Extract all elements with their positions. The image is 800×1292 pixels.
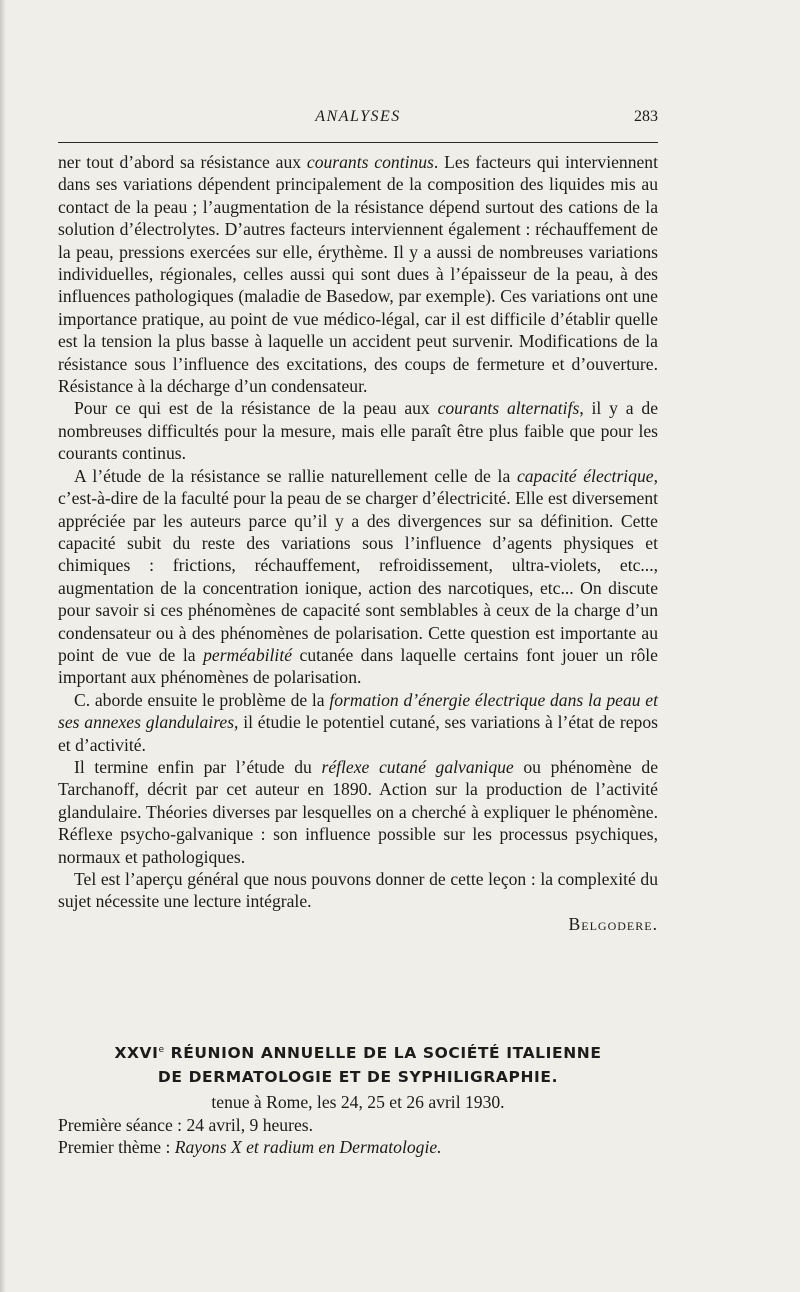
running-header: [58, 108, 658, 130]
text-run: , il étudie le potentiel cutané, ses variations à l’état de repos et d’activité.: [58, 712, 658, 755]
first-theme: [58, 1136, 658, 1158]
meeting-venue: tenue à Rome, les 24, 25 et 26 avril 1930.: [211, 1092, 505, 1113]
paragraph: [58, 397, 658, 464]
section-heading-line-1: [58, 1038, 658, 1065]
meeting-section: [58, 1038, 658, 1158]
italic-term: courants continus: [306, 152, 434, 172]
text-run: . Les facteurs qui interviennent dans ses variations dépendent principalement de la composition des liquides mis au contact de la peau ; l’augmentation de la résistance dépend surtout des cations de la solution d’électrolytes. D’autres facteurs interviennent également : réchauffement de la peau, pressions exercées sur elle, érythème. Il y a aussi de nombreuses variations individuelles, régionales, celles aussi qui sont dues à l’épaisseur de la peau, à des influences pathologiques (maladie de Basedow, par exemple). Ces variations ont une importance pratique, au point de vue médico-légal, car il est difficile d’établir quelle est la tension la plus basse à laquelle un accident peut survenir. Modifications de la résistance sous l’influence des excitations, des coups de fermeture et d’ouverture. Résistance à la décharge d’un condensateur.: [58, 152, 658, 397]
running-title: ANALYSES: [315, 108, 401, 125]
italic-term: réflexe cutané galvanique: [321, 756, 514, 777]
page-binding-edge: [0, 0, 6, 1292]
italic-term: courants alternatifs: [437, 398, 580, 419]
text-run: ner tout d’abord sa résistance aux: [58, 152, 307, 172]
heading-ordinal: XXVI: [114, 1044, 159, 1063]
paragraph: [58, 151, 658, 397]
italic-term: capacité électrique: [516, 465, 654, 486]
paragraph: [58, 465, 658, 689]
text-run: , c’est-à-dire de la faculté pour la peau de se charger d’électricité. Elle est diversement appréciée par les auteurs parce qu’il y a des divergences sur sa définition. Cette capacité subit du reste des variations sous l’influence d’agents physiques et chimiques : frictions, réchauffement, refroidissement, ultra-violets, etc..., augmentation de la concentration ionique, action des narcotiques, etc... On discute pour savoir si ces phénomènes de capacité sont semblables à ceux de la charge d’un condensateur ou à des phénomènes de polarisation. Cette question est importante au point de vue de la: [58, 465, 658, 665]
theme-title: Rayons X et radium en Dermatologie.: [174, 1136, 442, 1157]
heading-ordinal-suffix: e: [158, 1045, 165, 1055]
text-run: C. aborde ensuite le problème de la: [74, 689, 330, 710]
text-run: ou phénomène de Tarchanoff, décrit par cet auteur en 1890. Action sur la production de l’activité glandulaire. Théories diverses par lesquelles on a cherché à expliquer le phénomène. Réflexe psycho-galvanique : son influence possible sur les processus psychiques, normaux et pathologiques.: [58, 756, 658, 867]
paragraph: [58, 689, 658, 756]
paragraph: [58, 868, 658, 913]
article-body: [58, 151, 658, 935]
text-run: , il y a de nombreuses difficultés pour la mesure, mais elle paraît être plus faible que pour les courants continus.: [58, 398, 659, 464]
text-run: cutanée dans laquelle certains font jouer un rôle important aux phénomènes de polarisation.: [58, 644, 658, 688]
section-heading-line-2: DE DERMATOLOGIE ET DE SYPHILIGRAPHIE.: [157, 1068, 559, 1087]
italic-term: perméabilité: [203, 644, 293, 665]
signature: Belgodere.: [568, 913, 658, 934]
italic-term: formation d’énergie électrique dans la peau et ses annexes glandulaires: [58, 689, 658, 733]
text-run: Il termine enfin par l’étude du: [74, 756, 322, 777]
text-run: A l’étude de la résistance se rallie naturellement celle de la: [74, 465, 517, 486]
text-run: Pour ce qui est de la résistance de la peau aux: [74, 398, 438, 419]
text-run: Tel est l’aperçu général que nous pouvons donner de cette leçon : la complexité du sujet nécessite une lecture intégrale.: [58, 869, 658, 912]
theme-label: Premier thème :: [58, 1136, 175, 1157]
header-rule: [58, 142, 658, 143]
first-session: Première séance : 24 avril, 9 heures.: [58, 1114, 314, 1135]
heading-line-1-text: RÉUNION ANNUELLE DE LA SOCIÉTÉ ITALIENNE: [164, 1044, 602, 1063]
page-number: 283: [634, 108, 658, 125]
paragraph: [58, 756, 658, 868]
